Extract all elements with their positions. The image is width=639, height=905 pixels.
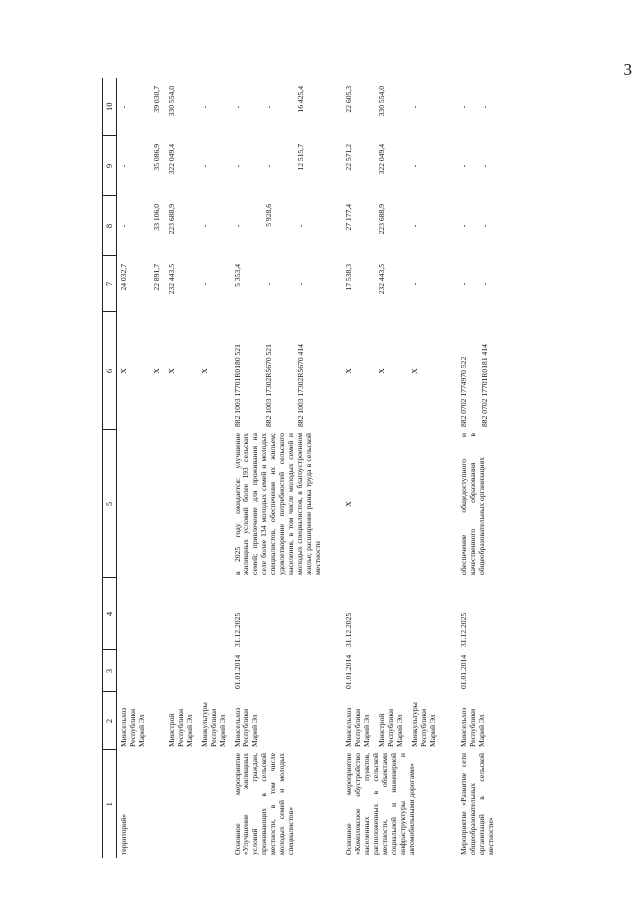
budget-code: 882 0702 17701R0181 414 xyxy=(479,344,489,427)
cell-col7: - xyxy=(409,282,419,286)
budget-code: 882 1003 17302R5670 521 xyxy=(264,344,274,427)
cell-col10: - xyxy=(458,105,468,109)
cell-col9: 12 515,7 xyxy=(296,144,306,171)
cell-col8: - xyxy=(199,224,209,228)
executor: Минсельхоз Республики Марий Эл xyxy=(232,707,260,747)
executor: Минсельхоз Республики Марий Эл xyxy=(344,707,371,747)
page-number: 3 xyxy=(623,60,632,79)
cell-col7: - xyxy=(296,282,306,286)
cell-col10: - xyxy=(232,105,242,109)
cell-col8: - xyxy=(409,224,419,228)
end-date: 31.12.2025 xyxy=(232,612,242,647)
cell-col10: - xyxy=(264,105,274,109)
executor: Минсельхоз Республики Марий Эл xyxy=(119,707,146,747)
measure-name: Мероприятие «Развитие сети общеобразовательных организаций в сельской местности» xyxy=(458,753,495,855)
measure-name: Основное мероприятие «Комплексное обустройство населенных пунктов, расположенных в сельской местности, объектами социальной и инженерной инфраструктуры и автомобильными дорогами» xyxy=(344,753,416,855)
table-row xyxy=(150,78,165,858)
cell-col6: X xyxy=(119,368,128,374)
row-name: территорий» xyxy=(119,813,128,855)
cell-col8: - xyxy=(458,224,468,228)
cell-col7: - xyxy=(479,282,489,286)
expected-result: X xyxy=(344,501,354,507)
cell-col9: 322 049,4 xyxy=(376,144,386,175)
header-col-7: 7 xyxy=(103,256,117,312)
cell-col8: 223 688,9 xyxy=(376,204,386,235)
cell-col6: X xyxy=(166,368,176,374)
cell-col9: - xyxy=(232,164,242,168)
cell-col10: 330 554,0 xyxy=(166,86,176,117)
end-date: 31.12.2025 xyxy=(344,612,354,647)
header-row xyxy=(103,78,117,858)
cell-col7: - xyxy=(264,282,274,286)
table-row xyxy=(231,78,263,858)
cell-col9: - xyxy=(264,164,274,168)
cell-col9: - xyxy=(458,164,468,168)
cell-col7: 232 443,5 xyxy=(166,264,176,295)
cell-col6: X xyxy=(409,368,419,374)
measure-name: Основное мероприятие «Улучшение жилищных условий граждан, проживающих в сельской местности, в том числе молодых семей и молодых специалистов» xyxy=(232,753,296,855)
cell-col7: 17 538,3 xyxy=(344,264,354,291)
cell-col8: 5 928,6 xyxy=(264,204,274,227)
cell-col7: - xyxy=(199,282,209,286)
end-date: 31.12.2025 xyxy=(458,612,468,647)
budget-code: 882 0702 1774970 522 xyxy=(458,356,468,427)
cell-col9: 22 571,2 xyxy=(344,144,354,171)
cell-col8: 27 177,4 xyxy=(344,204,354,231)
cell-col8: 223 688,9 xyxy=(166,204,176,235)
budget-code: 882 1003 17302R5670 414 xyxy=(296,344,306,427)
cell-col7: 22 891,7 xyxy=(151,264,161,291)
cell-col8: 33 106,0 xyxy=(151,204,161,231)
executor: Минстрой Республики Марий Эл xyxy=(376,708,404,747)
cell-col10: - xyxy=(479,105,489,109)
cell-col6: X xyxy=(151,368,161,374)
cell-col6: X xyxy=(199,368,209,374)
table-row xyxy=(457,78,478,858)
executor: Минстрой Республики Марий Эл xyxy=(166,708,194,747)
cell-col7: 5 353,4 xyxy=(232,264,242,287)
expected-result: в 2025 году ожидается: улучшение жилищных условий более 193 сельских семей; привлечение для проживания на селе более 134 молодых семей и молодых специалистов, обеспечение их жильем; удовлетворение потребностей сельского населения, в том числе молодых семей и молодых специалистов, в благоустроенном жилье; расширение рынка труда в сельской местности xyxy=(232,433,323,575)
cell-col10: 16 425,4 xyxy=(296,86,306,113)
cell-col9: - xyxy=(479,164,489,168)
cell-col9: - xyxy=(409,164,419,168)
header-col-1: 1 xyxy=(103,750,117,858)
budget-code: 882 1003 17701R0180 521 xyxy=(232,344,242,427)
cell-col8: - xyxy=(479,224,489,228)
table-row xyxy=(165,78,198,858)
header-col-8: 8 xyxy=(103,196,117,256)
cell-col6: X xyxy=(344,368,354,374)
table-row xyxy=(342,78,375,858)
cell-col7: 232 443,5 xyxy=(376,264,386,295)
executor xyxy=(150,692,165,750)
start-date: 01.01.2014 xyxy=(344,654,354,689)
header-col-6: 6 xyxy=(103,312,117,430)
cell-col10: 22 605,3 xyxy=(344,86,354,113)
header-col-5: 5 xyxy=(103,430,117,578)
cell-col8: - xyxy=(296,224,306,228)
cell-col9: 35 086,9 xyxy=(151,144,161,171)
cell-col10: - xyxy=(119,105,128,109)
cell-col9: 322 049,4 xyxy=(166,144,176,175)
program-table xyxy=(102,78,498,858)
header-col-3: 3 xyxy=(103,650,117,692)
start-date: 01.01.2014 xyxy=(232,654,242,689)
cell-col10: - xyxy=(409,105,419,109)
cell-col10: 330 554,0 xyxy=(376,86,386,117)
header-col-10: 10 xyxy=(103,78,117,136)
start-date: 01.01.2014 xyxy=(458,654,468,689)
header-col-4: 4 xyxy=(103,578,117,650)
table-row xyxy=(117,78,150,858)
rotated-table-wrapper xyxy=(102,78,557,858)
cell-col7: - xyxy=(458,282,468,286)
header-col-9: 9 xyxy=(103,136,117,196)
table-row xyxy=(198,78,231,858)
expected-result: обеспечение общедоступного и качественного образования в общеобразовательных организациях xyxy=(458,433,486,575)
cell-col9: - xyxy=(119,164,128,168)
header-col-2: 2 xyxy=(103,692,117,750)
cell-col10: - xyxy=(199,105,209,109)
executor: Минкультуры Республики Марий Эл xyxy=(409,702,437,747)
cell-col7: 24 032,7 xyxy=(119,264,128,291)
cell-col8: - xyxy=(232,224,242,228)
cell-col8: - xyxy=(119,224,128,228)
executor: Минкультуры Республики Марий Эл xyxy=(199,702,227,747)
executor: Минсельхоз Республики Марий Эл xyxy=(458,707,486,747)
cell-col9: - xyxy=(199,164,209,168)
cell-col10: 39 030,7 xyxy=(151,86,161,113)
cell-col6: X xyxy=(376,368,386,374)
